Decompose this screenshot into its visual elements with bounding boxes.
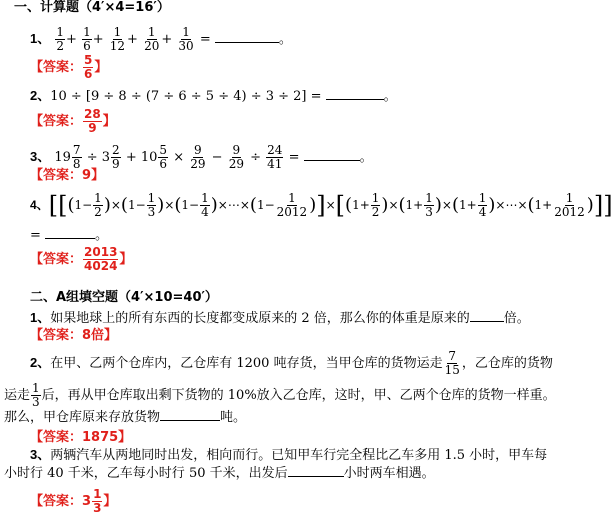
q7-line-1: 3、两辆汽车从两地同时出发，相向而行。已知甲车行完全程比乙车多用 1.5 小时，甲车每 [30, 447, 548, 463]
q6-line-2: 运走 $\frac{1}{3}$ 后，再从甲仓库取出剩下货物的 10%放入乙仓库，这时，甲、乙两个仓库的货物一样重。 [4, 381, 556, 409]
q3-answer-blank[interactable] [304, 150, 360, 161]
q7-answer: 【答案： 3 1 3 】 [30, 487, 117, 515]
q6-line-3: 那么，甲仓库原来存放货物 吨。 [4, 410, 247, 425]
q2-expression: 2、10 ÷ [9 ÷ 8 ÷ (7 ÷ 6 ÷ 5 ÷ 4) ÷ 3 ÷ 2] = 。 [30, 88, 397, 104]
q1-frac-4: $\frac{1}{20}$ [144, 25, 160, 53]
q7-line-2: 小时行 40 千米，乙车每小时行 50 千米，出发后 小时两车相遇。 [4, 466, 435, 481]
q4-expression: 4、[[(1− $\frac{1}{2}$ )×(1− $\frac{1}{3}$ )×(1− $\frac{1}{4}$ )×⋯×(1− $\frac{1}{2012}$ )]×[(1+ $\frac{1}{2}$ )×(1+ $\frac{1}{3}$ )×(1+ $\frac{1}{4}$ )×⋯×(1+ $\frac{1}{2012}$ )]] [30, 191, 613, 220]
q1-frac-5: $\frac{1}{30}$ [178, 25, 194, 53]
q1-answer: 【答案： $\frac{5}{6}$ 】 [30, 53, 108, 81]
q1-frac-1: $\frac{1}{2}$ [56, 25, 65, 53]
q7-answer-blank[interactable] [288, 466, 344, 477]
q3-expression: 3、 19 7 8 ÷ 3 2 9 + 10 5 6 × $\frac{9}{29}$ − $\frac{9}{29}$ ÷ $\frac{24}{41}$ = 。 [30, 143, 373, 171]
q5-answer-blank[interactable] [470, 311, 504, 322]
q1-expression: 1、 $\frac{1}{2}$ + $\frac{1}{6}$ + $\frac{1}{12}$ + $\frac{1}{20}$ + $\frac{1}{30}$ = 。 [30, 25, 292, 53]
q2-answer-blank[interactable] [326, 89, 384, 100]
q5-text: 1、如果地球上的所有东西的长度都变成原来的 2 倍，那么你的体重是原来的 倍。 [30, 310, 530, 326]
section1-title: 一、计算题（4′×4=16′） [14, 0, 170, 15]
section2-title: 二、A组填空题（4′×10=40′） [30, 290, 218, 305]
q2-answer: 【答案： $\frac{28}{9}$ 】 [30, 107, 116, 135]
q5-answer: 【答案：8倍】 [30, 328, 118, 343]
q6-answer-blank[interactable] [160, 410, 220, 421]
q6-line-1: 2、在甲、乙两个仓库内，乙仓库有 1200 吨存货，当甲仓库的货物运走 $\frac{7}{15}$ ，乙仓库的货物 [30, 349, 553, 377]
q4-answer: 【答案： $\frac{2013}{4024}$ 】 [30, 245, 133, 273]
q1-frac-3: $\frac{1}{12}$ [109, 25, 126, 53]
q1-answer-blank[interactable] [215, 32, 279, 43]
q1-frac-2: $\frac{1}{6}$ [83, 25, 91, 53]
q3-answer: 【答案：9】 [30, 168, 105, 183]
q4-equals-line: = 。 [30, 228, 109, 243]
q6-answer: 【答案：1875】 [30, 430, 132, 445]
q4-answer-blank[interactable] [45, 228, 95, 239]
